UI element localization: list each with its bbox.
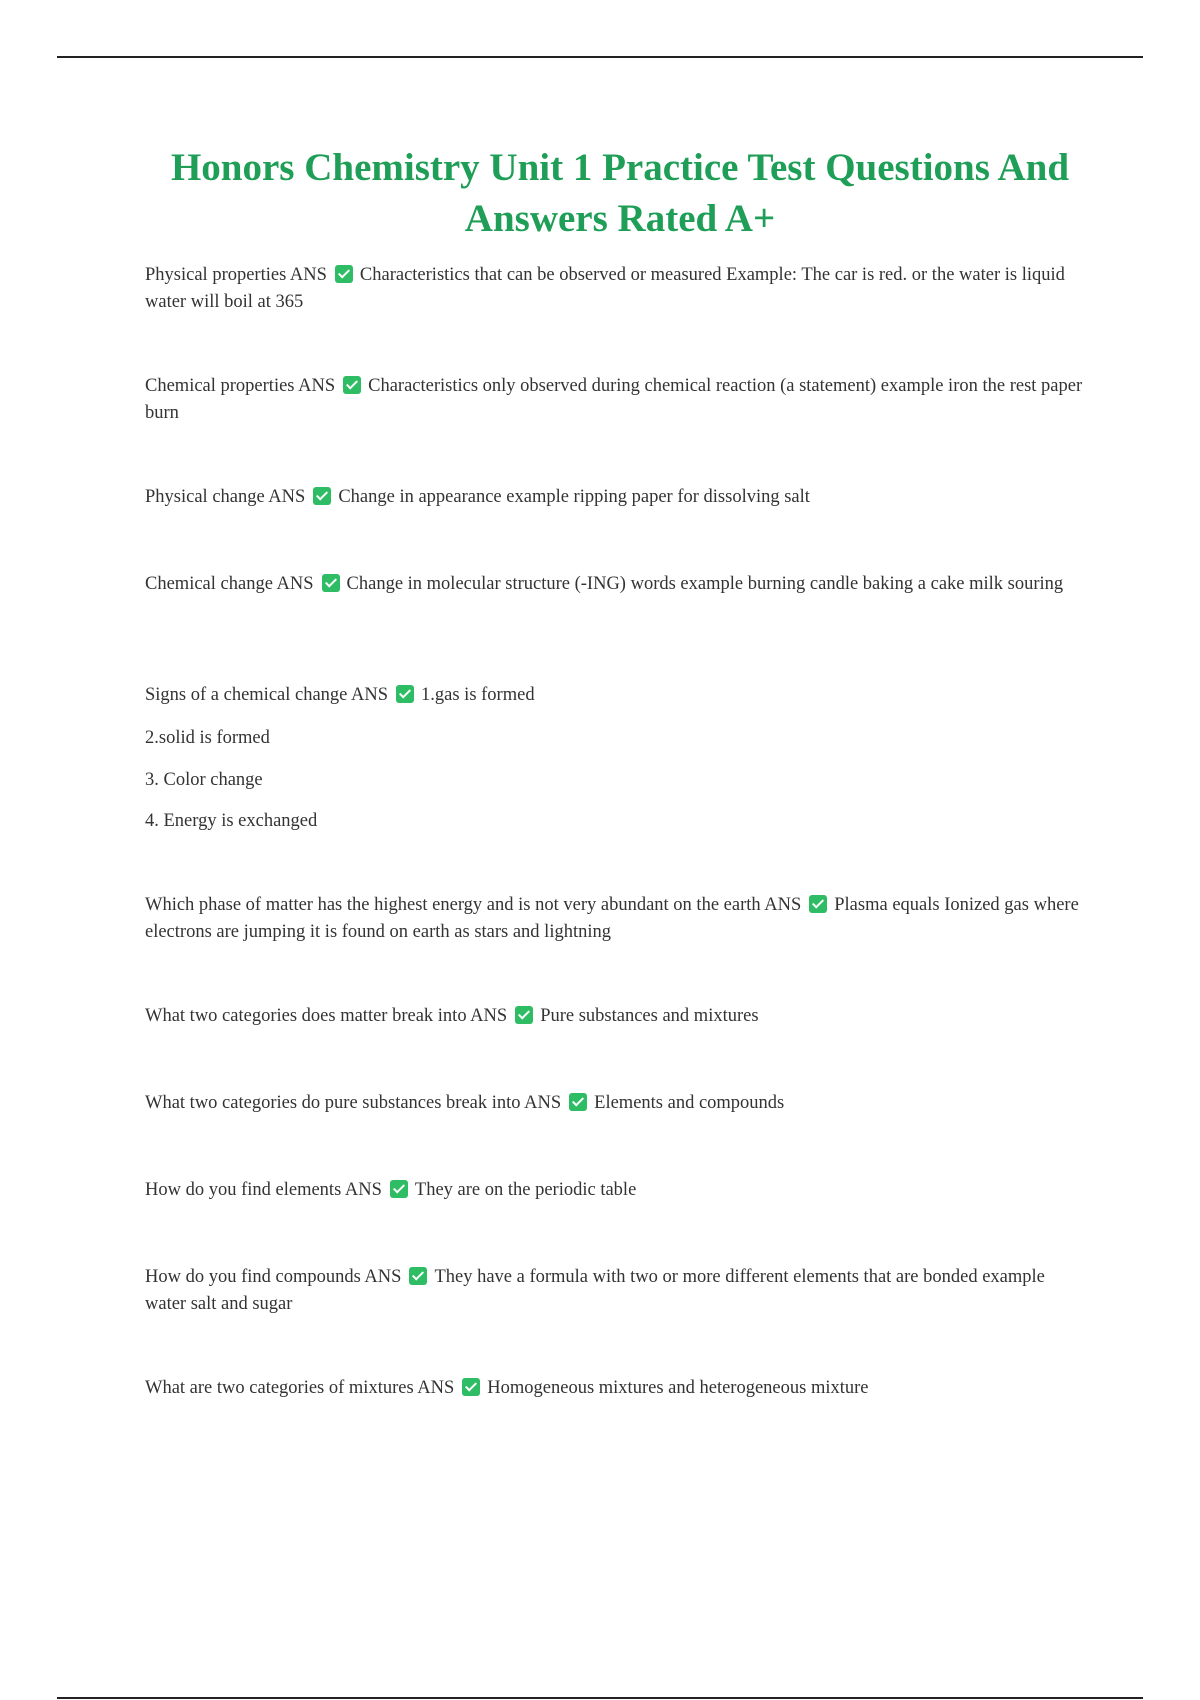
question-text: Physical change ANS [145,487,306,507]
qa-first-line [145,682,1085,709]
question-text: How do you find compounds ANS [145,1267,402,1287]
answer-text: Elements and compounds [594,1093,785,1113]
document-title: Honors Chemistry Unit 1 Practice Test Questions And Answers Rated A+ [170,146,1070,240]
check-box-icon [396,685,414,703]
qa-item [145,892,1085,945]
check-box-icon [335,265,353,283]
question-text: What two categories does matter break into ANS [145,1006,508,1026]
header-rule [57,56,1143,58]
check-box-icon [322,574,340,592]
qa-item [145,1090,1085,1117]
answer-text: Characteristics only observed during chemical reaction (a statement) example iron the rest paper burn [145,376,1083,423]
answer-extra-line: 3. Color change [145,770,263,790]
qa-item [145,373,1085,426]
question-text: What two categories do pure substances break into ANS [145,1093,562,1113]
question-text: Chemical properties ANS [145,376,336,396]
qa-item [145,262,1085,315]
question-text: Which phase of matter has the highest energy and is not very abundant on the earth ANS [145,895,802,915]
check-box-icon [390,1180,408,1198]
check-box-icon [409,1267,427,1285]
check-box-icon [809,895,827,913]
qa-item [145,1264,1085,1317]
footer-rule [57,1697,1143,1699]
answer-extra-line: 4. Energy is exchanged [145,810,318,831]
question-text: What are two categories of mixtures ANS [145,1378,455,1398]
question-text: Chemical change ANS [145,574,314,594]
answer-text: Characteristics that can be observed or measured Example: The car is red. or the water is liquid water will boil at 365 [145,265,1065,312]
check-box-icon [343,376,361,394]
qa-item [145,571,1085,598]
answer-text: Plasma equals Ionized gas where electrons are jumping it is found on earth as stars and lightning [145,895,1079,942]
qa-item [145,1003,1085,1030]
answer-text: Homogeneous mixtures and heterogeneous mixture [487,1378,869,1398]
check-box-icon [313,487,331,505]
answer-text: Change in appearance example ripping paper for dissolving salt [338,487,810,507]
answer-text: They have a formula with two or more different elements that are bonded example water salt and sugar [145,1267,1045,1314]
answer-text: Pure substances and mixtures [540,1006,759,1026]
question-text: Signs of a chemical change ANS [145,685,389,705]
answer-text: 1.gas is formed [421,685,535,705]
qa-item [145,484,1085,511]
check-box-icon [515,1006,533,1024]
question-text: Physical properties ANS [145,265,327,285]
qa-item [145,1375,1085,1402]
qa-item [145,1177,1085,1204]
question-text: How do you find elements ANS [145,1180,382,1200]
answer-extra-line: 2.solid is formed [145,727,270,748]
answer-text: Change in molecular structure (-ING) words example burning candle baking a cake milk souring [346,574,1064,594]
qa-item [145,682,1085,834]
check-box-icon [462,1378,480,1396]
answer-text: They are on the periodic table [414,1180,637,1200]
check-box-icon [569,1093,587,1111]
